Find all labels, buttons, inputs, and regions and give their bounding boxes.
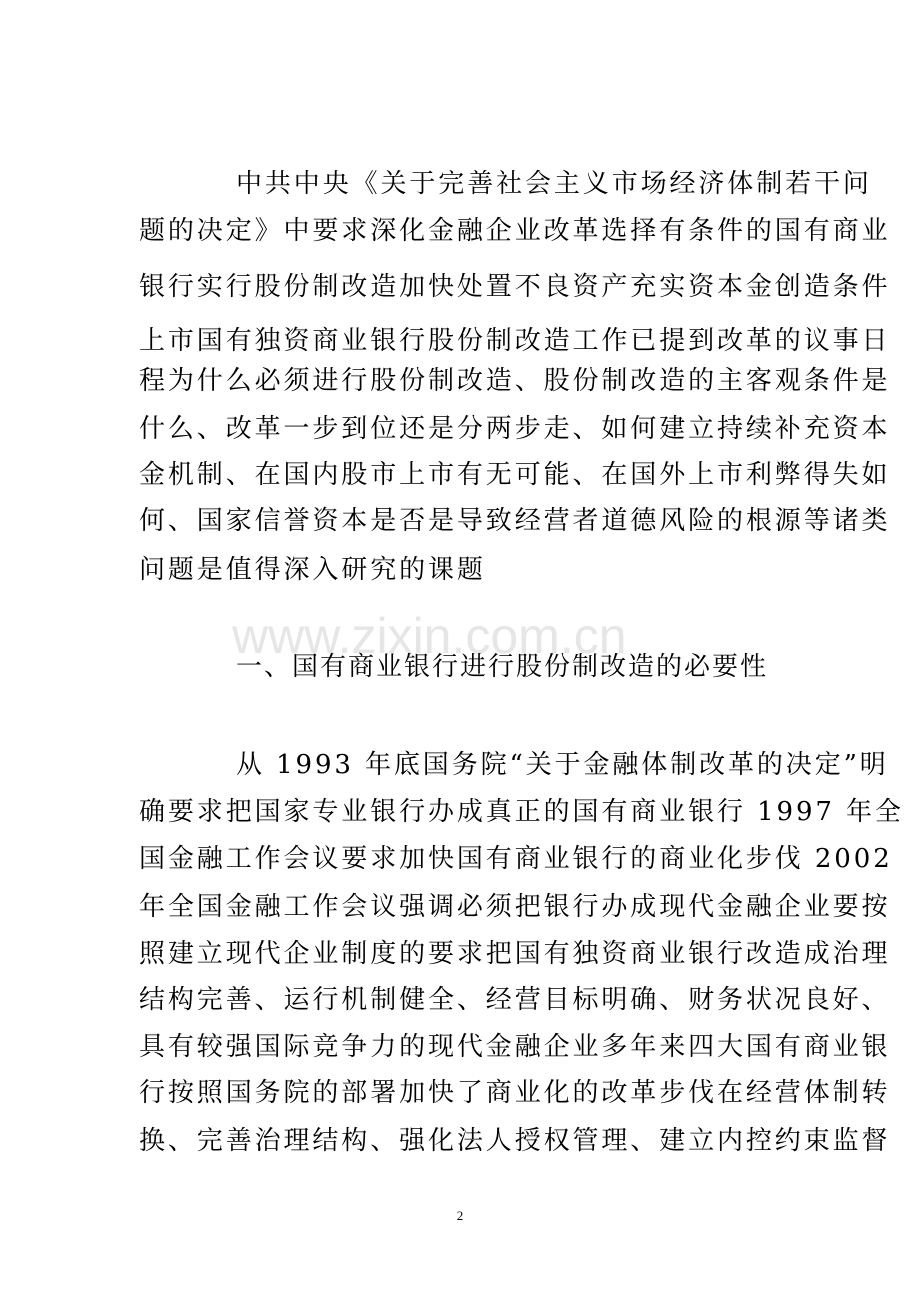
page-number: 2 [456,1208,464,1223]
text-line: 确要求把国家专业银行办成真正的国有商业银行 1997 年全 [139,797,904,827]
text-line: 结构完善、运行机制健全、经营目标明确、财务状况良好、 [139,985,891,1015]
watermark: www.zixin.com.cn [232,608,627,664]
text-line: 问题是值得深入研究的课题 [139,555,486,585]
text-line: 什么、改革一步到位还是分两步走、如何建立持续补充资本 [139,414,891,444]
section-heading: 一、国有商业银行进行股份制改造的必要性 [236,652,769,682]
text-line: 从 1993 年底国务院“关于金融体制改革的决定”明 [236,750,889,780]
text-line: 程为什么必须进行股份制改造、股份制改造的主客观条件是 [139,366,891,396]
text-line: 照建立现代企业制度的要求把国有独资商业银行改造成治理 [139,939,891,969]
text-line: 题的决定》中要求深化金融企业改革选择有条件的国有商业 [139,216,891,246]
text-line: 金机制、在国内股市上市有无可能、在国外上市利弊得失如 [139,460,891,490]
text-line: 行按照国务院的部署加快了商业化的改革步伐在经营体制转 [139,1078,891,1108]
text-line: 具有较强国际竞争力的现代金融企业多年来四大国有商业银 [139,1032,891,1062]
text-line: 中共中央《关于完善社会主义市场经济体制若干问 [236,169,872,199]
text-line: 银行实行股份制改造加快处置不良资产充实资本金创造条件 [139,272,891,302]
text-line: 何、国家信誉资本是否是导致经营者道德风险的根源等诸类 [139,506,891,536]
text-line: 上市国有独资商业银行股份制改造工作已提到改革的议事日 [139,326,891,356]
text-line: 年全国金融工作会议强调必须把银行办成现代金融企业要按 [139,892,891,922]
text-line: 国金融工作会议要求加快国有商业银行的商业化步伐 2002 [139,844,893,874]
text-line: 换、完善治理结构、强化法人授权管理、建立内控约束监督 [139,1126,891,1156]
